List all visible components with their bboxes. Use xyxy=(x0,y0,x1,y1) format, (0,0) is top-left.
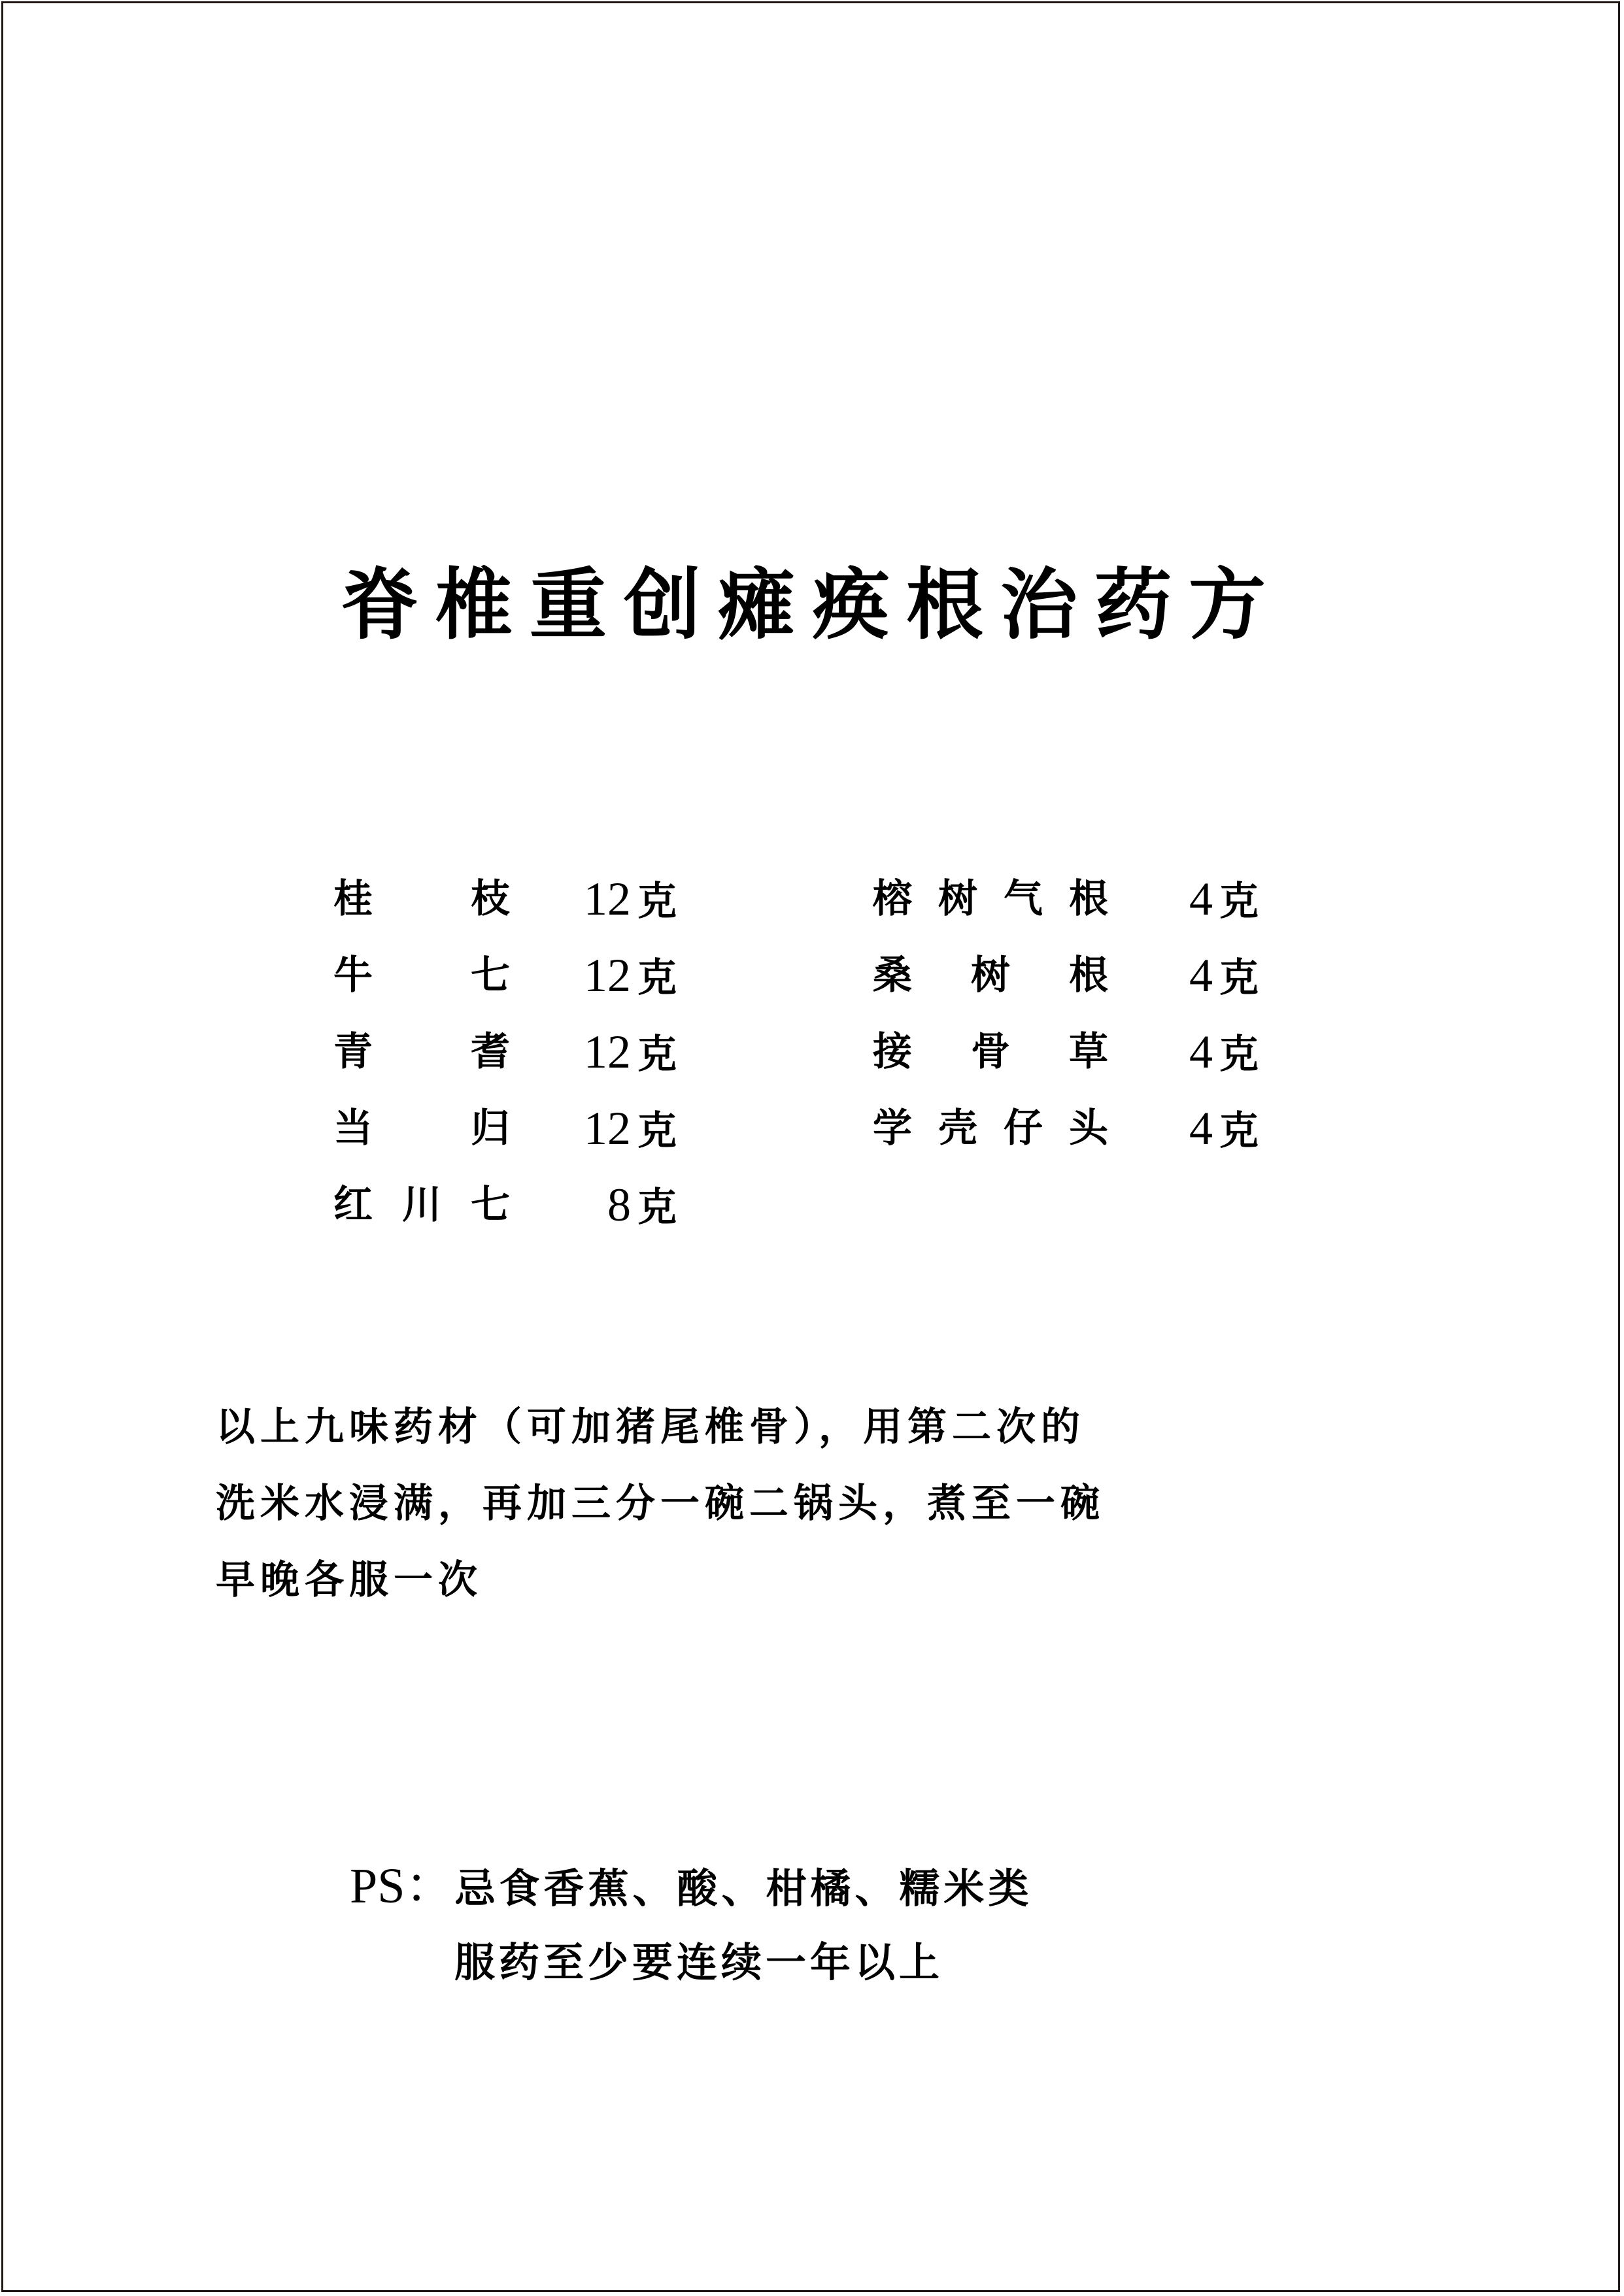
ingredient-name: 红 川 七 xyxy=(333,1182,510,1228)
ingredient-row xyxy=(333,946,709,1005)
amount-unit: 克 xyxy=(1219,879,1259,924)
amount-value: 8 xyxy=(607,1179,631,1231)
amount-value: 4 xyxy=(1189,873,1213,925)
ingredient-name: 学 壳 仔 头 xyxy=(873,1106,1108,1151)
amount-unit: 克 xyxy=(637,1185,677,1230)
amount-unit: 克 xyxy=(1219,955,1259,1001)
ps-note-line-1 xyxy=(350,1860,1033,1915)
document-title: 脊椎重创瘫痪根治药方 xyxy=(341,560,1283,650)
ingredient-amount xyxy=(1167,946,1259,1007)
ingredient-amount xyxy=(1167,1022,1259,1084)
ingredient-row xyxy=(873,1099,1291,1158)
ingredient-name: 牛 七 xyxy=(333,953,510,998)
instruction-line-2: 洗米水浸满，再加三分一碗二锅头，煮至一碗 xyxy=(216,1481,1105,1527)
ingredient-row xyxy=(873,869,1291,928)
amount-value: 4 xyxy=(1189,949,1213,1002)
ingredient-amount xyxy=(1167,1099,1259,1160)
ingredient-name: 桑 树 根 xyxy=(873,953,1108,998)
amount-value: 4 xyxy=(1189,1026,1213,1078)
amount-value: 12 xyxy=(584,949,631,1002)
instruction-line-1: 以上九味药材（可加猪尾椎骨），用第二次的 xyxy=(216,1404,1085,1450)
ps-note-line-2: 服药至少要连续一年以上 xyxy=(454,1938,944,1986)
amount-unit: 克 xyxy=(637,955,677,1001)
ingredient-name: 青 耆 xyxy=(333,1029,510,1075)
ingredient-row xyxy=(873,946,1291,1005)
amount-value: 4 xyxy=(1189,1102,1213,1155)
amount-value: 12 xyxy=(584,1102,631,1155)
amount-unit: 克 xyxy=(637,1032,677,1077)
ingredient-amount xyxy=(572,1099,677,1160)
ingredient-amount xyxy=(572,869,677,931)
amount-unit: 克 xyxy=(1219,1032,1259,1077)
amount-unit: 克 xyxy=(637,879,677,924)
ingredient-amount xyxy=(572,1022,677,1084)
ps-avoid-foods: 忌食香蕉、酸、柑橘、糯米类 xyxy=(454,1865,1033,1912)
ingredient-amount xyxy=(1167,869,1259,931)
ingredient-row xyxy=(333,1099,709,1158)
amount-value: 12 xyxy=(584,873,631,925)
ingredient-amount xyxy=(572,946,677,1007)
ingredient-name: 榕 树 气 根 xyxy=(873,876,1108,922)
ingredient-row xyxy=(333,1175,709,1234)
ingredient-name: 接 骨 草 xyxy=(873,1029,1108,1075)
ingredient-amount xyxy=(572,1175,677,1237)
ingredient-row xyxy=(333,869,709,928)
amount-unit: 克 xyxy=(1219,1108,1259,1154)
ingredient-name: 当 归 xyxy=(333,1106,510,1151)
instruction-line-3: 早晚各服一次 xyxy=(216,1557,482,1603)
ingredient-name: 桂 枝 xyxy=(333,876,510,922)
ingredient-row xyxy=(333,1022,709,1081)
ingredient-row xyxy=(873,1022,1291,1081)
ps-label: PS： xyxy=(350,1859,455,1914)
amount-unit: 克 xyxy=(637,1108,677,1154)
amount-value: 12 xyxy=(584,1026,631,1078)
